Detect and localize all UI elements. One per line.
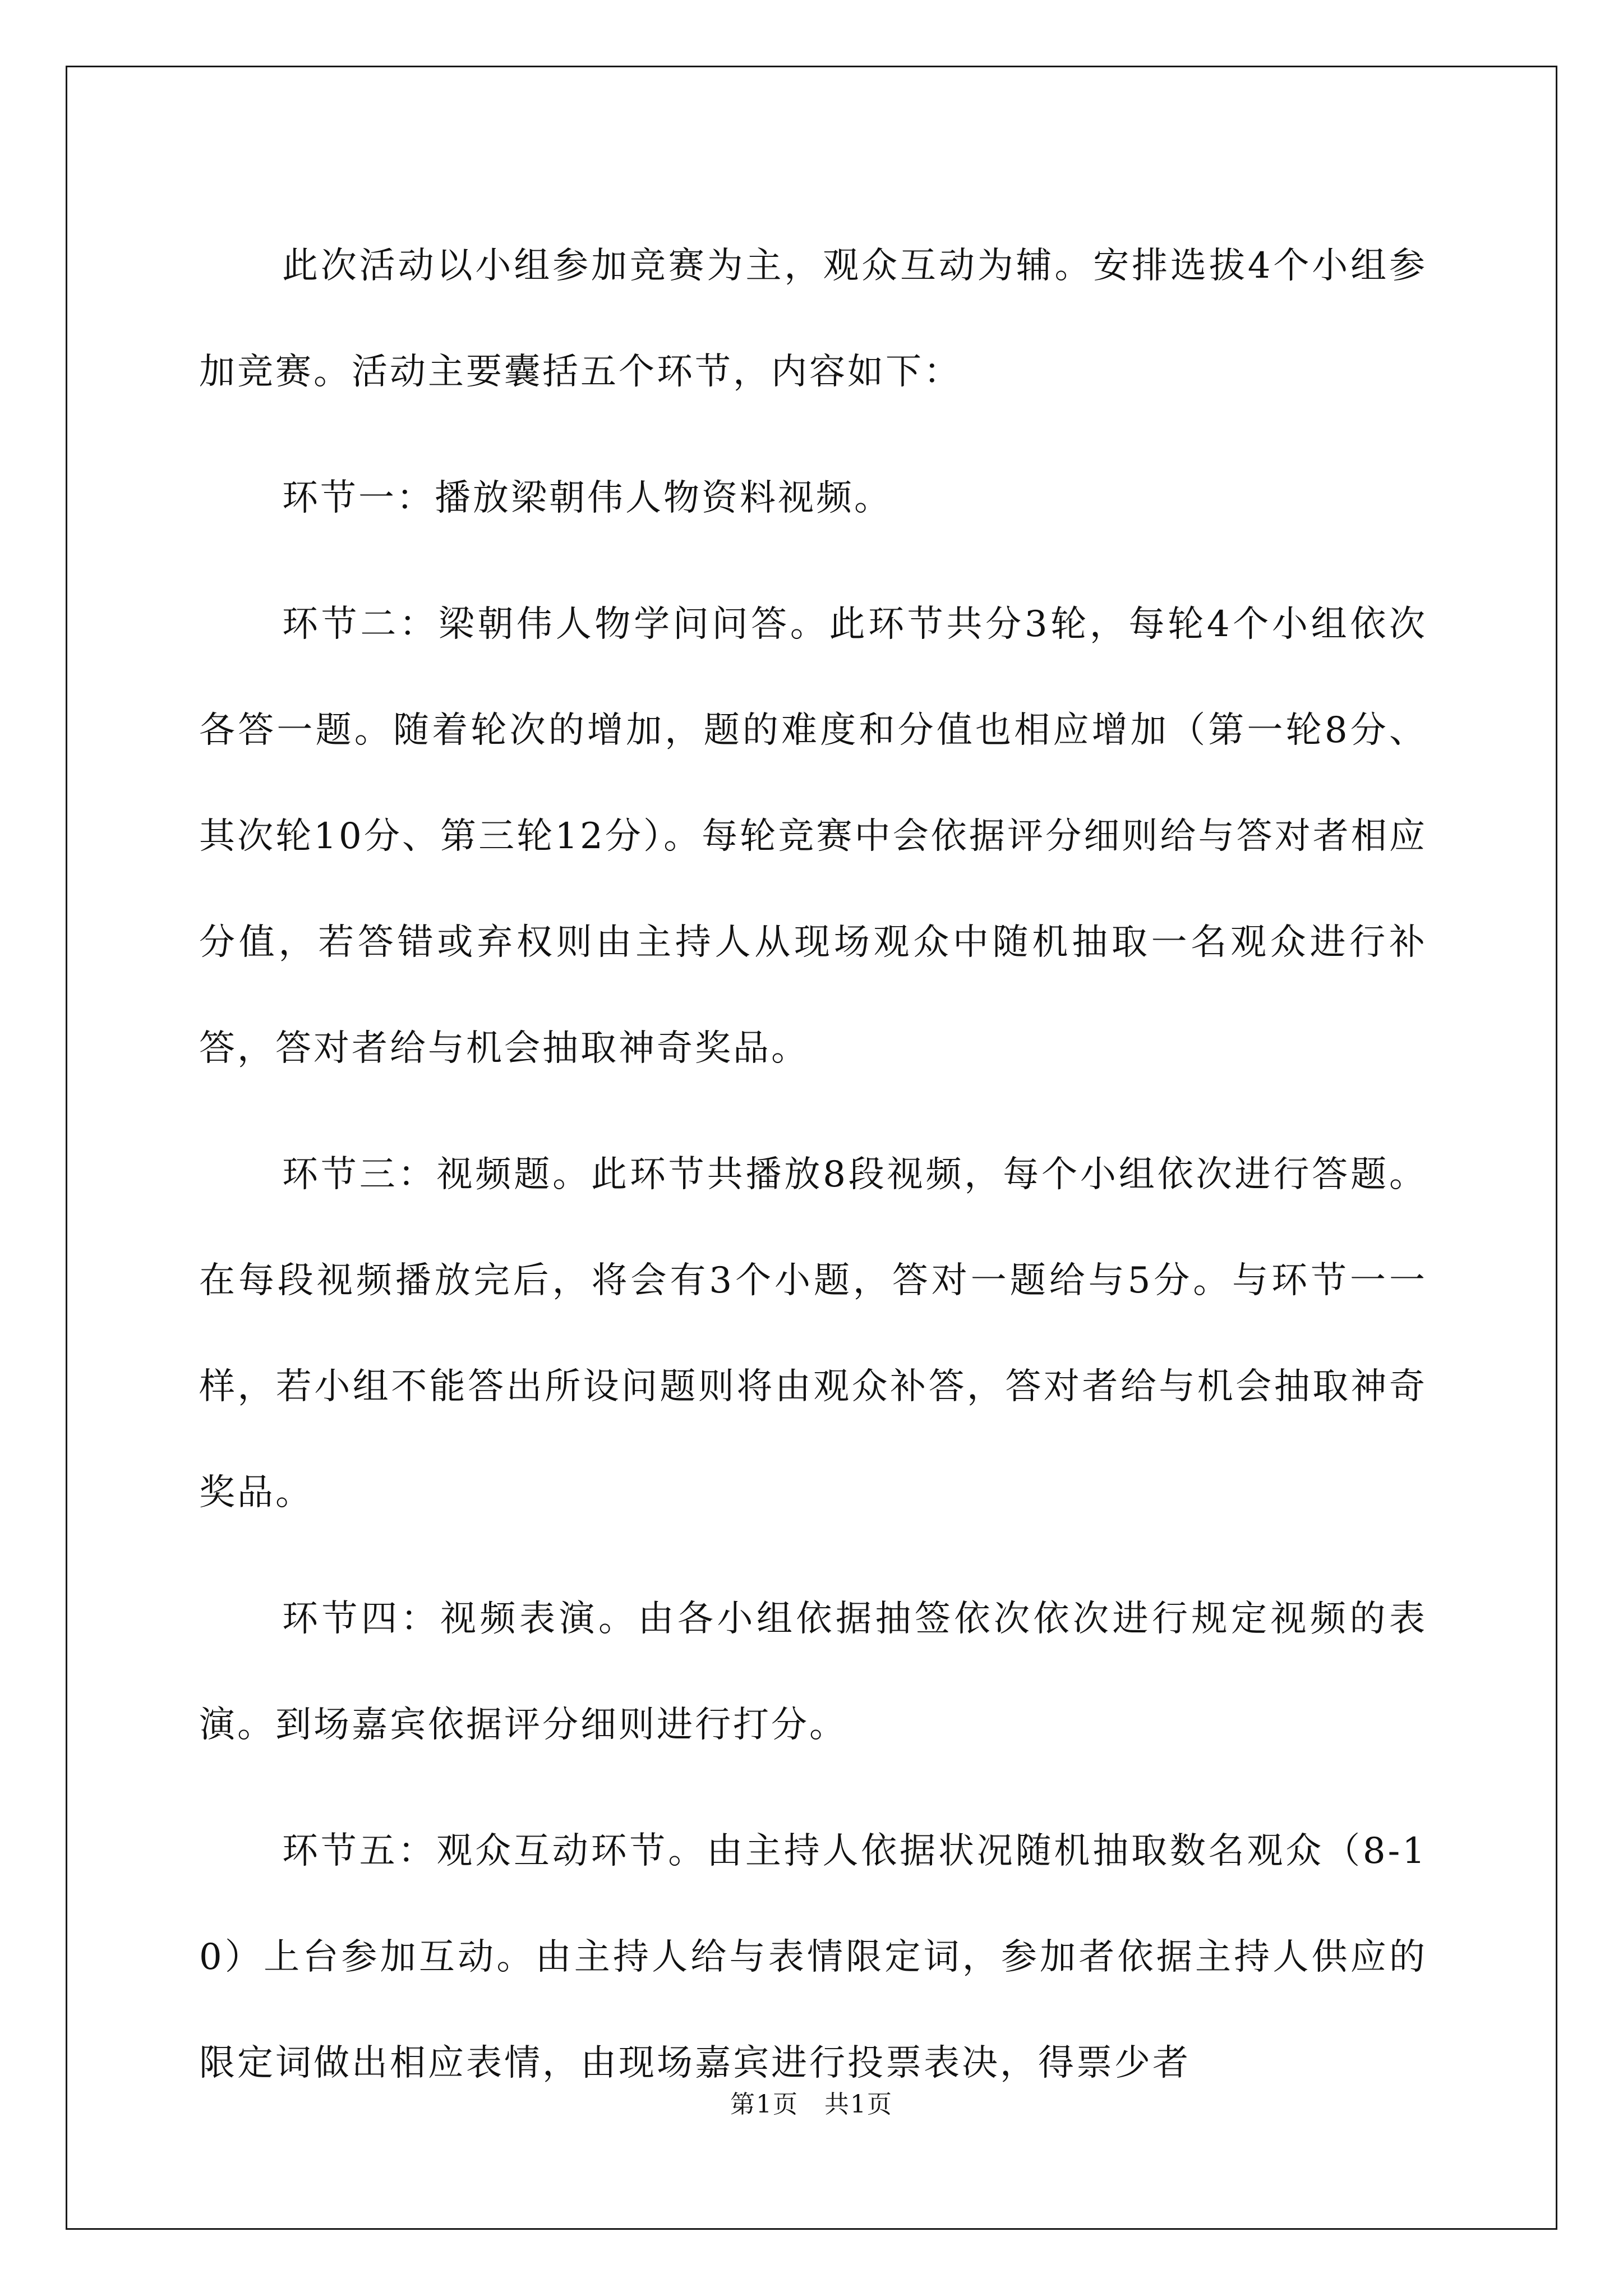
paragraph-intro: 此次活动以小组参加竞赛为主，观众互动为辅。安排选拔4个小组参加竞赛。活动主要囊括五个环节，内容如下：	[199, 245, 1427, 393]
paragraph-segment-1: 环节一：播放梁朝伟人物资料视频。	[282, 477, 892, 519]
paragraph-segment-2: 环节二：梁朝伟人物学问问答。此环节共分3轮，每轮4个小组依次各答一题。随着轮次的增加，题的难度和分值也相应增加（第一轮8分、其次轮10分、第三轮12分）。每轮竞赛中会依据评分细则给与答对者相应分值，若答错或弃权则由主持人从现场观众中随机抽取一名观众进行补答，答对者给与机会抽取神奇奖品。	[199, 604, 1427, 1069]
paragraph-segment-5: 环节五：观众互动环节。由主持人依据状况随机抽取数名观众（8-10）上台参加互动。由主持人给与表情限定词，参加者依据主持人供应的限定词做出相应表情，由现场嘉宾进行投票表决，得票少者	[199, 1830, 1427, 2084]
paragraph-segment-3: 环节三：视频题。此环节共播放8段视频，每个小组依次进行答题。在每段视频播放完后，将会有3个小题，答对一题给与5分。与环节一一样，若小组不能答出所设问题则将由观众补答，答对者给与机会抽取神奇奖品。	[199, 1154, 1427, 1513]
page-footer: 第1页 共1页	[730, 2090, 893, 2119]
paragraph-segment-4: 环节四：视频表演。由各小组依据抽签依次依次进行规定视频的表演。到场嘉宾依据评分细则进行打分。	[199, 1598, 1427, 1746]
document-body	[199, 213, 1427, 2137]
